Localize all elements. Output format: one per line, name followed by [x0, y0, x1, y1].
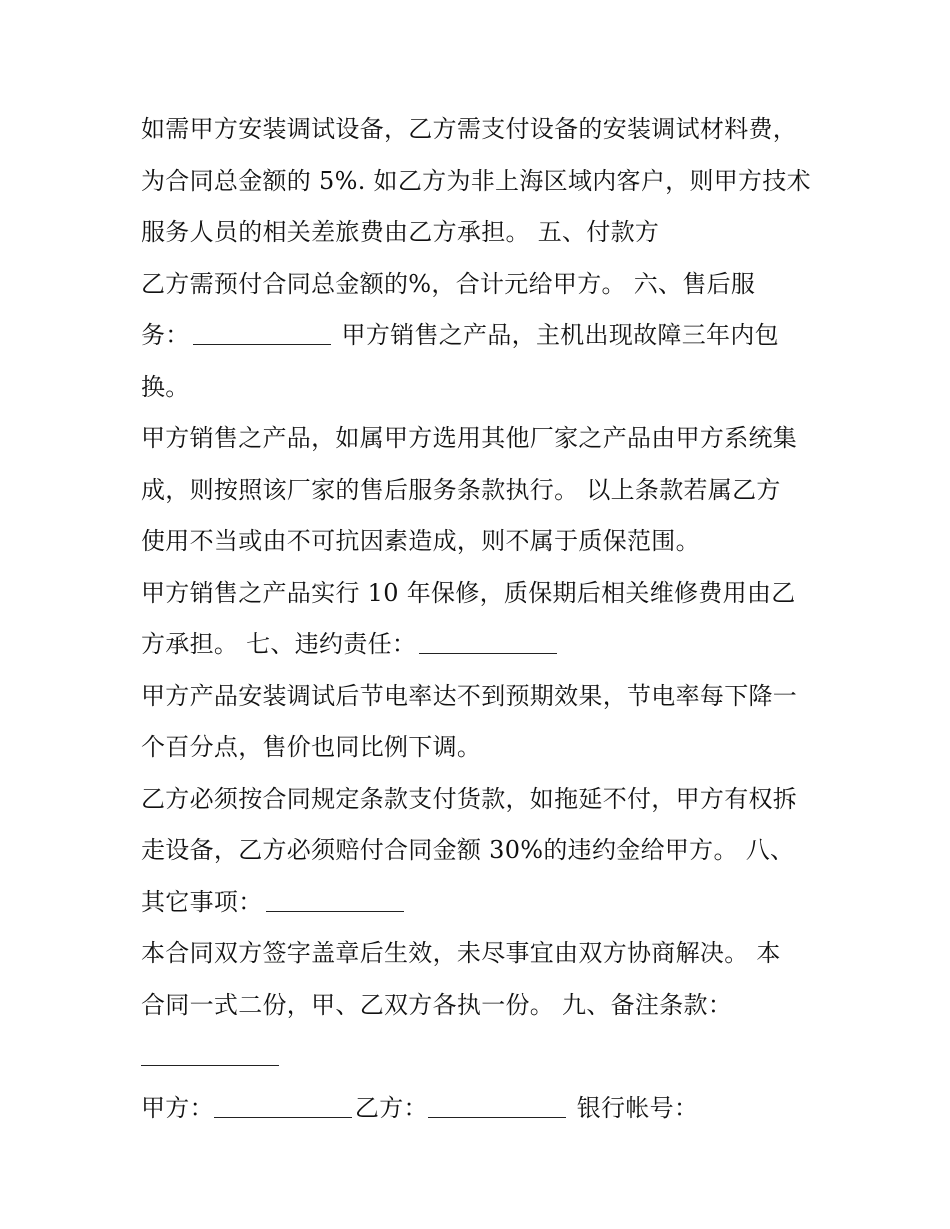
text-line — [141, 104, 821, 156]
text-segment: 走设备，乙方必须赔付合同金额 30%的违约金给甲方。 八、 — [141, 836, 795, 864]
text-line — [141, 825, 821, 877]
contract-body — [141, 104, 821, 1134]
text-line — [141, 156, 821, 208]
party-b-label: 乙方： — [354, 1093, 428, 1122]
text-line — [141, 310, 821, 362]
fill-in-blank-breach-liability[interactable] — [419, 629, 557, 654]
text-segment: 乙方需预付合同总金额的%，合计元给甲方。 六、售后服 — [141, 269, 756, 298]
text-line — [141, 1031, 821, 1083]
text-segment: 甲方产品安装调试后节电率达不到预期效果，节电率每下降一 — [141, 681, 798, 710]
text-segment: 个百分点，售价也同比例下调。 — [141, 733, 482, 761]
text-line — [141, 413, 821, 465]
text-segment: 如需甲方安装调试设备，乙方需支付设备的安装调试材料费， — [141, 115, 798, 143]
text-line — [141, 259, 821, 311]
text-segment: 甲方销售之产品，主机出现故障三年内包 — [333, 321, 779, 349]
text-line — [141, 207, 821, 259]
text-line — [141, 722, 821, 774]
text-segment: 为合同总金额的 5%. 如乙方为非上海区域内客户，则甲方技术 — [141, 166, 811, 195]
text-line — [141, 362, 821, 414]
text-line — [141, 928, 821, 980]
text-segment: 使用不当或由不可抗因素造成，则不属于质保范围。 — [141, 527, 700, 555]
fill-in-blank-party-a[interactable] — [214, 1093, 352, 1118]
fill-in-blank-other-matters[interactable] — [266, 887, 404, 912]
text-segment: 方承担。 七、违约责任： — [141, 630, 417, 658]
text-segment: 甲方销售之产品实行 10 年保修，质保期后相关维修费用由乙 — [141, 578, 796, 607]
text-line — [141, 619, 821, 671]
text-segment: 甲方销售之产品，如属甲方选用其他厂家之产品由甲方系统集 — [141, 424, 798, 452]
text-line — [141, 465, 821, 517]
text-line — [141, 568, 821, 620]
text-line — [141, 516, 821, 568]
text-line — [141, 877, 821, 929]
text-segment: 换。 — [141, 372, 190, 401]
text-line — [141, 980, 821, 1032]
text-segment: 成，则按照该厂家的售后服务条款执行。 以上条款若属乙方 — [141, 475, 781, 504]
text-segment: 合同一式二份，甲、乙双方各执一份。 九、备注条款： — [141, 990, 733, 1019]
text-segment: 本合同双方签字盖章后生效，未尽事宜由双方协商解决。 本 — [141, 939, 781, 967]
fill-in-blank-remarks[interactable] — [141, 1041, 279, 1066]
fill-in-blank-after-sales[interactable] — [193, 320, 331, 345]
party-a-label: 甲方： — [141, 1093, 214, 1122]
text-line — [141, 671, 821, 723]
signature-line — [141, 1083, 821, 1135]
text-line — [141, 774, 821, 826]
text-segment: 其它事项： — [141, 887, 263, 916]
text-segment: 服务人员的相关差旅费由乙方承担。 五、付款方 — [141, 218, 660, 246]
bank-account-label: 银行帐号： — [568, 1093, 699, 1122]
text-segment: 务： — [141, 321, 190, 349]
fill-in-blank-party-b[interactable] — [428, 1093, 566, 1118]
text-segment: 乙方必须按合同规定条款支付货款，如拖延不付，甲方有权拆 — [141, 784, 798, 813]
